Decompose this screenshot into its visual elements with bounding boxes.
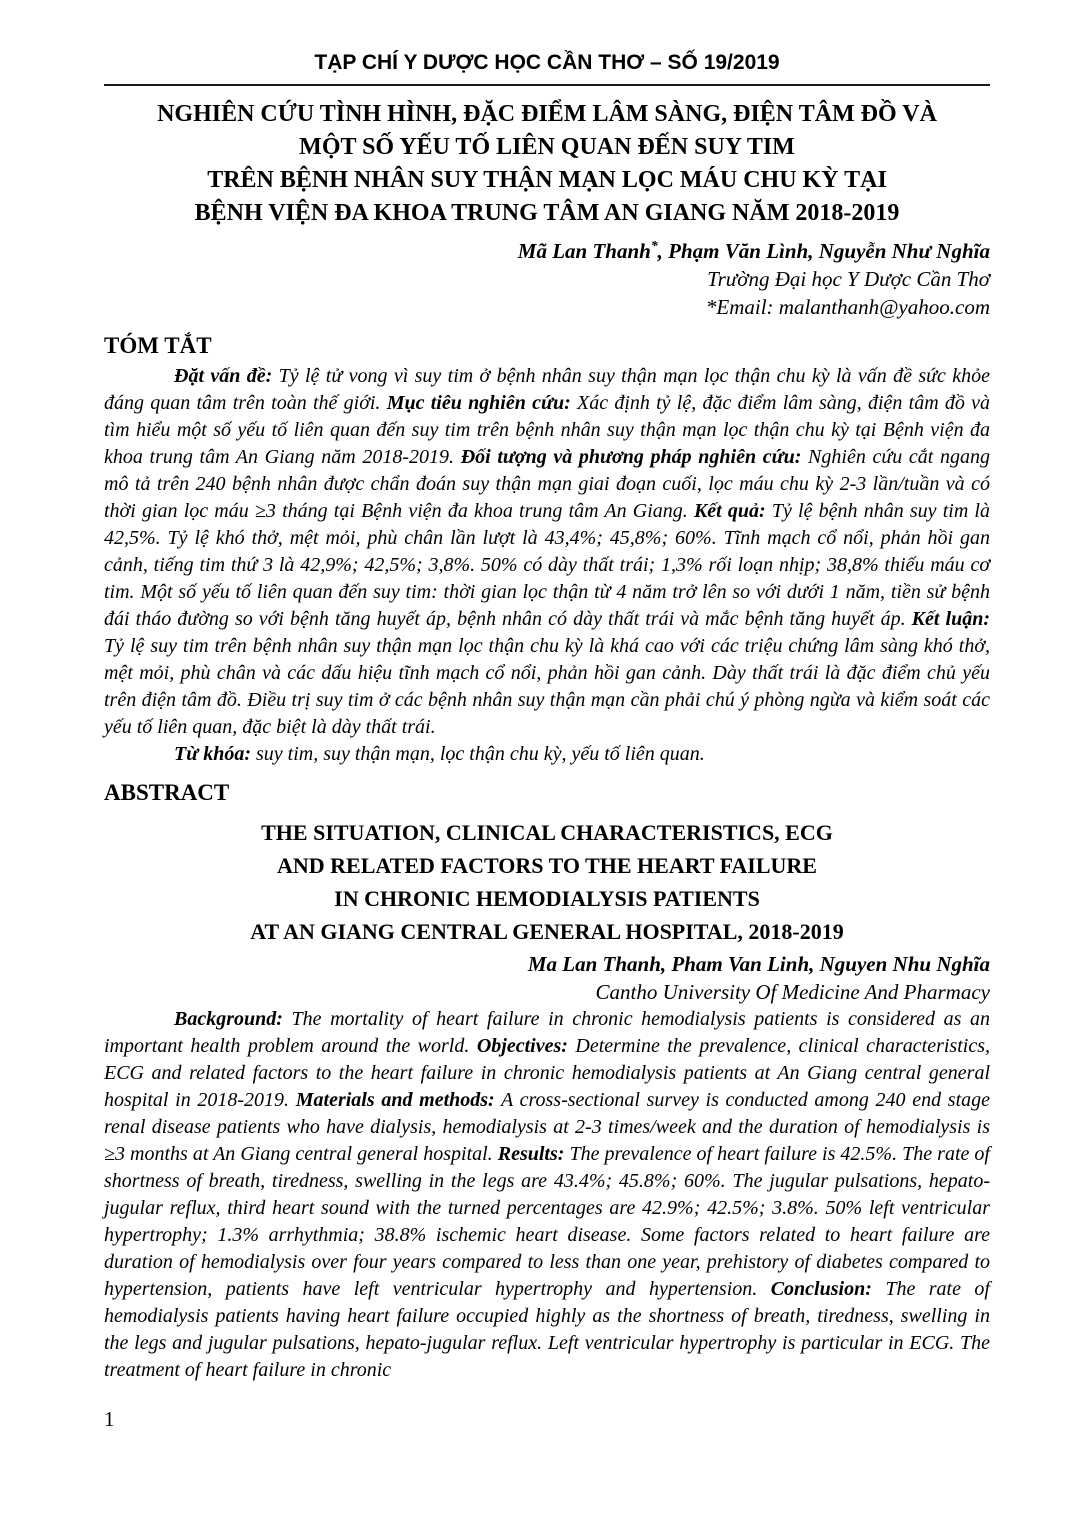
- affiliation-vi: Trường Đại học Y Dược Cần Thơ: [707, 267, 990, 291]
- article-title-vi-line-2: MỘT SỐ YẾU TỐ LIÊN QUAN ĐẾN SUY TIM: [299, 134, 795, 160]
- section-heading-tom-tat: TÓM TẮT: [104, 333, 212, 358]
- article-title-en-line-4: AT AN GIANG CENTRAL GENERAL HOSPITAL, 2018-2019: [250, 919, 844, 944]
- article-title-vi-line-3: TRÊN BỆNH NHÂN SUY THẬN MẠN LỌC MÁU CHU KỲ TẠI: [207, 167, 887, 193]
- article-title-vi-line-4: BỆNH VIỆN ĐA KHOA TRUNG TÂM AN GIANG NĂM 2018-2019: [194, 200, 900, 226]
- header-divider: [104, 84, 990, 86]
- journal-header: [104, 50, 990, 86]
- email-contact: *Email: malanthanh@yahoo.com: [705, 295, 990, 319]
- section-heading-abstract: ABSTRACT: [104, 780, 230, 805]
- article-title-en-line-1: THE SITUATION, CLINICAL CHARACTERISTICS, ECG: [261, 820, 833, 845]
- byline-en: [104, 950, 990, 1006]
- keywords-vi: Từ khóa: suy tim, suy thận mạn, lọc thận chu kỳ, yếu tố liên quan.: [174, 743, 705, 765]
- abstract-en: Background: The mortality of heart failure in chronic hemodialysis patients is considered as an important health problem around the world. Objectives: Determine the prevalence, clinical characteristics, ECG and related factors to the heart failure in chronic hemodialysis patients at An Giang central general hospital in 2018-2019. Materials and methods: A cross-sectional survey is conducted among 240 end stage renal disease patients who have dialysis, hemodialysis at 2-3 times/week and the duration of hemodialysis is ≥3 months at An Giang central general hospital. Results: The prevalence of heart failure is 42.5%. The rate of shortness of breath, tiredness, swelling in the legs are 43.4%; 45.8%; 60%. The jugular pulsations, hepato-jugular reflux, third heart sound with the turned percentages are 42.9%; 42.5%; 3.8%. 50% left ventricular hypertrophy; 1.3% arrhythmia; 38.8% ischemic heart disease. Some factors related to heart failure are duration of hemodialysis over four years compared to less than one year, prehistory of diabetes compared to hypertension, patients have left ventricular hypertrophy and hypertension. Conclusion: The rate of hemodialysis patients having heart failure occupied highly as the shortness of breath, tiredness, swelling in the legs and jugular pulsations, hepato-jugular reflux. Left ventricular hypertrophy is particular in ECG. The treatment of heart failure in chronic: [104, 1008, 991, 1381]
- abstract-vi: Đặt vấn đề: Tỷ lệ tử vong vì suy tim ở bệnh nhân suy thận mạn lọc thận chu kỳ là vấn đề sức khỏe đáng quan tâm trên toàn thế giới. Mục tiêu nghiên cứu: Xác định tỷ lệ, đặc điểm lâm sàng, điện tâm đồ và tìm hiểu một số yếu tố liên quan đến suy tim trên bệnh nhân suy thận mạn lọc thận chu kỳ tại Bệnh viện đa khoa trung tâm An Giang năm 2018-2019. Đối tượng và phương pháp nghiên cứu: Nghiên cứu cắt ngang mô tả trên 240 bệnh nhân được chẩn đoán suy thận mạn giai đoạn cuối, lọc máu chu kỳ 2-3 lần/tuần và có thời gian lọc máu ≥3 tháng tại Bệnh viện đa khoa trung tâm An Giang. Kết quả: Tỷ lệ bệnh nhân suy tim là 42,5%. Tỷ lệ khó thở, mệt mỏi, phù chân lần lượt là 43,4%; 45,8%; 60%. Tĩnh mạch cổ nổi, phản hồi gan cảnh, tiếng tim thứ 3 là 42,9%; 42,5%; 3,8%. 50% có dày thất trái; 1,3% rối loạn nhịp; 38,8% thiếu máu cơ tim. Một số yếu tố liên quan đến suy tim: thời gian lọc thận từ 4 năm trở lên so với dưới 1 năm, tiền sử bệnh đái tháo đường so với bệnh tăng huyết áp, bệnh nhân có dày thất trái và mắc bệnh tăng huyết áp. Kết luận: Tỷ lệ suy tim trên bệnh nhân suy thận mạn lọc thận chu kỳ là khá cao với các triệu chứng lâm sàng khó thở, mệt mỏi, phù chân và các dấu hiệu tĩnh mạch cổ nổi, phản hồi gan cảnh. Dày thất trái là đặc điểm chủ yếu trên điện tâm đồ. Điều trị suy tim ở các bệnh nhân suy thận mạn cần phải chú ý phòng ngừa và kiểm soát các yếu tố liên quan, đặc biệt là dày thất trái.: [104, 365, 991, 738]
- affiliation-en: Cantho University Of Medicine And Pharmacy: [595, 980, 990, 1004]
- byline-vi: [104, 232, 990, 321]
- authors-en: Ma Lan Thanh, Pham Van Linh, Nguyen Nhu Nghĩa: [527, 952, 990, 976]
- article-title-en-line-2: AND RELATED FACTORS TO THE HEART FAILURE: [277, 853, 817, 878]
- article-title-vi: [104, 98, 990, 230]
- page-number: 1: [104, 1407, 115, 1431]
- article-title-vi-line-1: NGHIÊN CỨU TÌNH HÌNH, ĐẶC ĐIỂM LÂM SÀNG, ĐIỆN TÂM ĐỒ VÀ: [157, 101, 937, 127]
- article-title-en-line-3: IN CHRONIC HEMODIALYSIS PATIENTS: [334, 886, 760, 911]
- article-title-en: [104, 816, 990, 948]
- authors-vi: Mã Lan Thanh*, Phạm Văn Lình, Nguyễn Như Nghĩa: [517, 238, 990, 263]
- journal-title: TẠP CHÍ Y DƯỢC HỌC CẦN THƠ – SỐ 19/2019: [314, 51, 780, 74]
